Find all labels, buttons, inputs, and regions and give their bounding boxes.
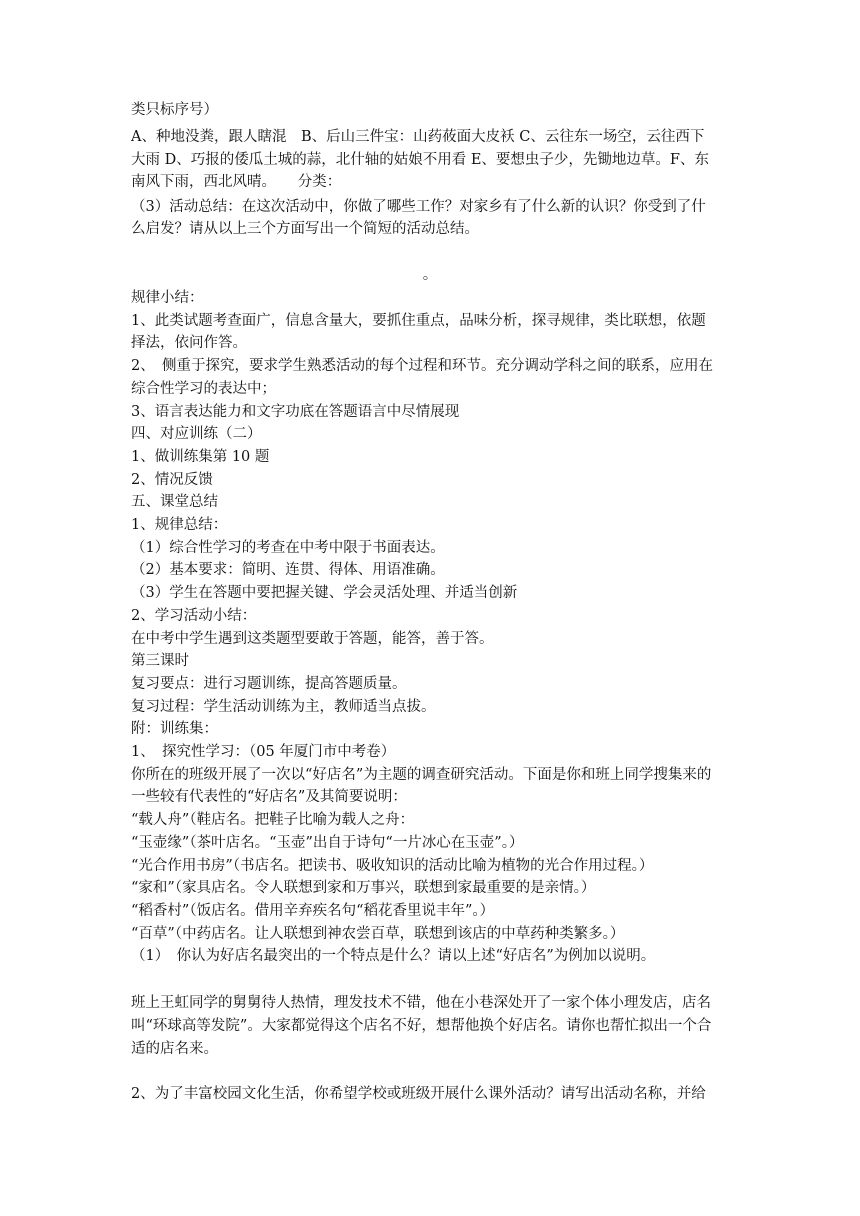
text-line: 2、 侧重于探究，要求学生熟悉活动的每个过程和环节。充分调动学科之间的联系，应用在 bbox=[131, 358, 713, 374]
text-line: （1） 你认为好店名最突出的一个特点是什么？请以上述“好店名”为例加以说明。 bbox=[131, 948, 656, 964]
text-line: 1、此类试题考查面广，信息含量大，要抓住重点，品味分析，探寻规律，类比联想，依题 bbox=[131, 313, 706, 329]
text-line: 在中考中学生遇到这类题型要敢于答题，能答，善于答。 bbox=[131, 631, 494, 647]
text-line: “光合作用书房”（书店名。把读书、吸收知识的活动比喻为植物的光合作用过程。） bbox=[131, 858, 654, 874]
text-line: 么启发？请从以上三个方面写出一个简短的活动总结。 bbox=[131, 221, 479, 237]
text-line: （1）综合性学习的考查在中考中限于书面表达。 bbox=[131, 540, 445, 556]
text-line: 1、规律总结： bbox=[131, 517, 228, 533]
text-line: 1、做训练集第 10 题 bbox=[131, 449, 270, 465]
text-line: 南风下雨，西北风晴。 分类： bbox=[131, 174, 342, 190]
text-line: 1、 探究性学习：（05 年厦门市中考卷） bbox=[131, 744, 396, 760]
text-line: 叫“环球高等发院”。大家都觉得这个店名不好，想帮他换个好店名。请你也帮忙拟出一个合 bbox=[131, 1018, 712, 1034]
text-line: 复习要点：进行习题训练，提高答题质量。 bbox=[131, 676, 407, 692]
text-line: 附：训练集： bbox=[131, 721, 218, 737]
text-line: “玉壶缘”（茶叶店名。“玉壶”出自于诗句“一片冰心在玉壶”。） bbox=[131, 835, 524, 851]
text-line: 择法，依问作答。 bbox=[131, 335, 247, 351]
text-line: “家和”（家具店名。令人联想到家和万事兴，联想到家最重要的是亲情。） bbox=[131, 880, 596, 896]
text-line: “百草”（中药店名。让人联想到神农尝百草，联想到该店的中草药种类繁多。） bbox=[131, 926, 625, 942]
section-heading: 规律小结： bbox=[131, 290, 204, 306]
text-line: 2、情况反馈 bbox=[131, 472, 213, 488]
text-line: A、种地没粪，跟人瞎混 B、后山三件宝：山药莜面大皮袄 C、云往东一场空，云往西下 bbox=[131, 129, 705, 145]
text-line: 你所在的班级开展了一次以“好店名”为主题的调查研究活动。下面是你和班上同学搜集来的 bbox=[131, 767, 712, 783]
text-line: 综合性学习的表达中； bbox=[131, 381, 276, 397]
section-heading: 四、对应训练（二） bbox=[131, 426, 262, 442]
text-line: 大雨 D、巧报的倭瓜土城的蒜，北什轴的姑娘不用看 E、要想虫子少，先锄地边草。F、东 bbox=[131, 152, 709, 168]
text-line: 类只标序号） bbox=[131, 102, 218, 118]
centered-mark: 。 bbox=[422, 267, 438, 283]
text-line: 复习过程：学生活动训练为主，教师适当点拔。 bbox=[131, 699, 436, 715]
text-line: （3）活动总结：在这次活动中，你做了哪些工作？对家乡有了什么新的认识？你受到了什 bbox=[131, 199, 706, 215]
text-line: 2、为了丰富校园文化生活，你希望学校或班级开展什么课外活动？请写出活动名称，并给 bbox=[131, 1086, 706, 1102]
text-line: “稻香村”（饭店名。借用辛弃疾名句“稻花香里说丰年”。） bbox=[131, 903, 495, 919]
text-line: “载人舟”（鞋店名。把鞋子比喻为载人之舟： bbox=[131, 812, 415, 828]
text-line: 一些较有代表性的“好店名”及其简要说明： bbox=[131, 789, 407, 805]
text-line: （3）学生在答题中要把握关键、学会灵活处理、并适当创新 bbox=[131, 585, 518, 601]
section-heading: 第三课时 bbox=[131, 653, 189, 669]
text-line: 3、语言表达能力和文字功底在答题语言中尽情展现 bbox=[131, 404, 460, 420]
text-line: 班上王虹同学的舅舅待人热情，理发技术不错，他在小巷深处开了一家个体小理发店，店名 bbox=[131, 995, 711, 1011]
text-line: （2）基本要求：简明、连贯、得体、用语准确。 bbox=[131, 562, 445, 578]
text-line: 2、学习活动小结： bbox=[131, 608, 257, 624]
text-line: 适的店名来。 bbox=[131, 1041, 218, 1057]
section-heading: 五、课堂总结 bbox=[131, 494, 218, 510]
